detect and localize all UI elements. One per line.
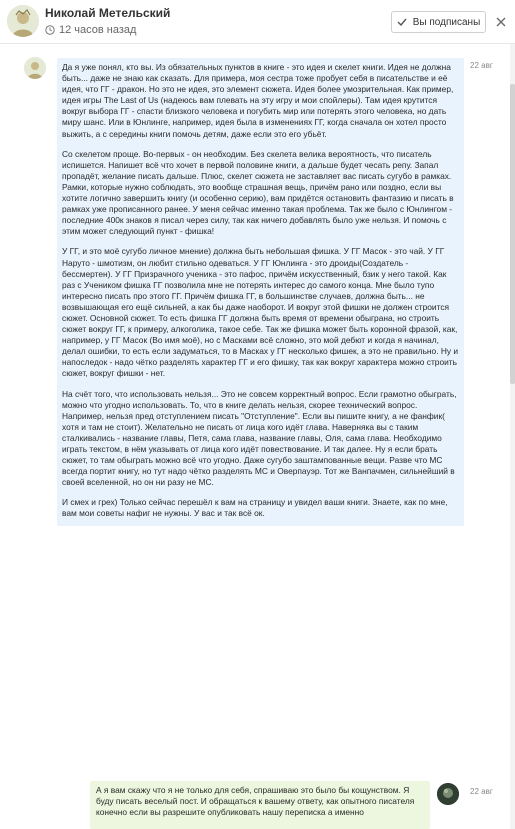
message-paragraph: У ГГ, и это моё сугубо личное мнение) должна быть небольшая фишка. У ГГ Масок - это чай. У ГГ Наруто - шмотизм, он любит стильно одеваться. У ГГ Юнлинга - это дроиды(Создатель - бессмертен). У ГГ Призрачного ученика - это пафос, причём искусственный, бзик у него такой. Как раз с Учеником фишка ГГ позволила мне не потерять интерес до самого конца. Мне было тупо интересно писать про этого ГГ. Причём фишка ГГ, в большинстве случаев, должна быть... не возвышающая его ещё сильней, а как бы даже наоборот. И вокруг этой фишки не должен строится сюжет. Основной сюжет. То есть фишка ГГ должна быть время от времени обыграна, но строить сюжет вокруг ГГ, к примеру, алкоголика, такое себе. Так же фишка может быть коронной фразой, как, например, у ГГ Масок (Во имя моё), но с Масками всё сложно, это мой дебют и когда я начинал, делал ошибки, то есть если задуматься, то в Масках у ГГ несколько фишек, а это не правильно. Ну и напоследок - надо чётко разделять характер ГГ и его фишку, так как вокруг характера можно строить сюжет, вокруг фишки - нет. <box>62 246 459 379</box>
clock-icon <box>45 25 55 35</box>
close-button[interactable] <box>491 11 511 33</box>
checkmark-icon <box>397 18 407 26</box>
scrollbar[interactable] <box>510 44 515 829</box>
message-date: 22 авг <box>470 61 493 70</box>
author-avatar-image <box>7 5 39 37</box>
message-bubble-incoming <box>57 58 464 526</box>
post-time <box>45 24 136 36</box>
message-author-avatar[interactable] <box>24 57 46 79</box>
message-paragraph: Со скелетом проще. Во-первых - он необходим. Без скелета велика вероятность, что писатель испишется. Напишет всё что хочет в первой половине книги, а дальше будет чесать репу. Запал пропадёт, желание писать дальше. Плюс, скелет сюжета не заставляет вас писать сугубо в рамках. Рамки, которые нужно соблюдать, это вообще страшная вещь, причём рано или поздно, если вы хотите логично завершить книгу (и особенно серию), вам придётся остановить фантазию и писать в рамках уже прописанного ранее. У меня сейчас именно такая проблема. Так же было с Юнлингом - последние 400к знаков я писал через силу, так как ничего добавлять было уже нельзя. И помочь с этим может следующий пункт - фишка! <box>62 148 454 237</box>
subscribed-button[interactable] <box>391 11 486 33</box>
message-paragraph: И смех и грех) Только сейчас перешёл к вам на страницу и увидел ваши книги. Знаете, как по мне, вам мои советы нафиг не нужны. У вас и так всё ок. <box>62 497 448 519</box>
conversation-header <box>0 0 515 44</box>
close-icon <box>496 17 506 27</box>
message-paragraph: На счёт того, что использовать нельзя... Это не совсем корректный вопрос. Если грамотно обыграть, можно что угодно использовать. То, что в книге делать нельзя, скорее технический вопрос. Например, нельзя пред отступлением писать "Отступление". Если вы пишите книгу, а не фанфик( хотя и там не стоит). Желательно не писать от лица кого идёт глава. Наверняка вы с таким сталкивались - название главы, Петя, сама глава, название главы, Оля, сама глава. Необходимо играть текстом, в нём указывать от лица кого идёт повествование. И так далее. Ну я если брать сюжет, то там обыграть можно всё что угодно. Даже сугубо заштампованные вещи. Разве что МС всегда портит книгу, но тут надо чётко разделять МС и Оверпауэр. Тот же Ванпачмен, сильнейший в своей вселенной, но он ни разу не МС. <box>62 388 457 488</box>
message-paragraph: Да я уже понял, кто вы. Из обязательных пунктов в книге - это идея и скелет книги. Идея не должна быть... даже не знаю как сказать. Для примера, моя сестра тоже пробует себя в писательстве и её идея, что ГГ - дракон. Но это не идея, это элемент сюжета. Идея более умозрительная. Как пример, идея игры The Last of Us (надеюсь вам плевать на эту игру и мои спойлеры). Там идея крутится вокруг выбора ГГ - спасти близкого человека и погубить мир или потерять этого человека, но дать миру шанс. Или в Юнлинге, например, идея была в изменениях ГГ, когда сначала он хотел просто выжить, а с середины книги помочь детям, даже если это его убьёт. <box>62 62 454 139</box>
time-ago-text: 12 часов назад <box>59 24 137 36</box>
author-name[interactable]: Николай Метельский <box>45 6 171 20</box>
own-avatar[interactable] <box>437 783 459 805</box>
own-avatar-image <box>437 783 459 805</box>
subscribed-label: Вы подписаны <box>412 16 481 28</box>
message-paragraph: А я вам скажу что я не только для себя, спрашиваю это было бы кощунством. Я буду писать веселый пост. И обращаться к вашему ответу, как опытного писателя конечно если вы разрешите опубликовать нашу переписка а именно <box>96 785 415 818</box>
message-date: 22 авг <box>470 787 493 796</box>
scrollbar-thumb[interactable] <box>510 84 515 384</box>
message-author-avatar-image <box>24 57 46 79</box>
author-avatar[interactable] <box>7 5 39 37</box>
message-bubble-outgoing <box>90 781 430 829</box>
